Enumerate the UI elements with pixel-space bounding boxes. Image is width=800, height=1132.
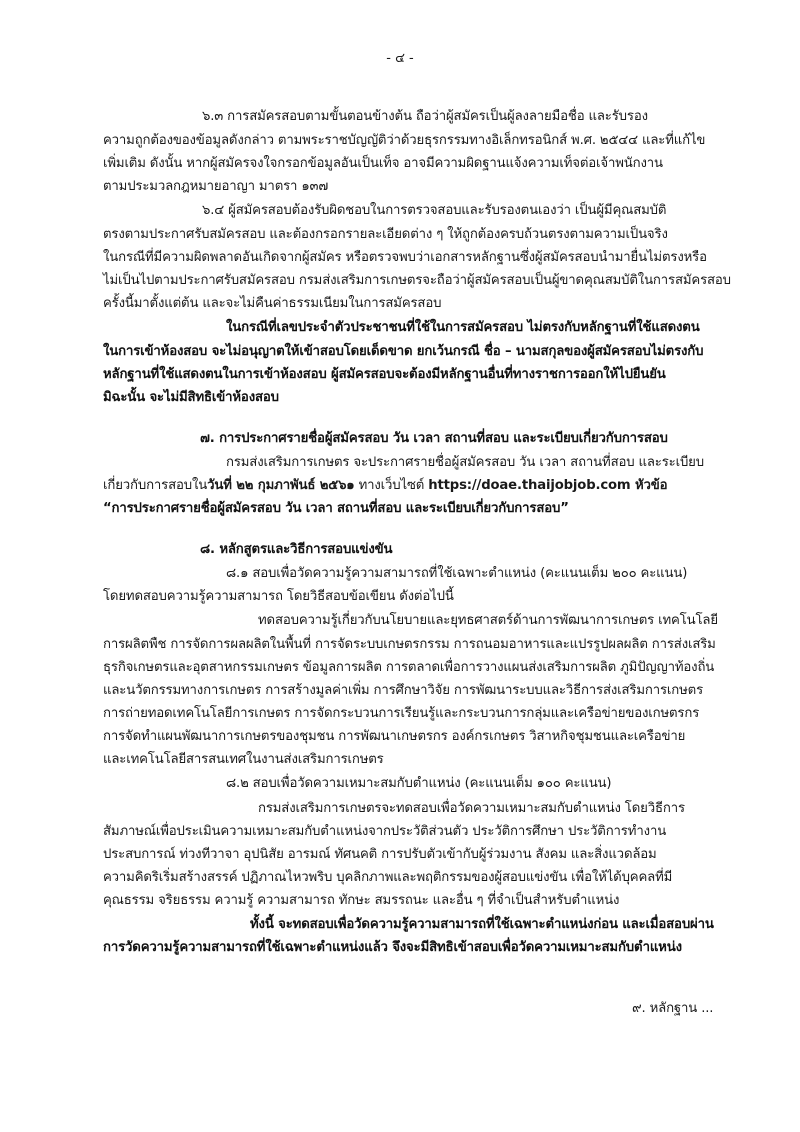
item-8-1-line: ๘.๑ สอบเพื่อวัดความรู้ความสามารถที่ใช้เฉพาะตำแหน่ง (คะแนนเต็ม ๒๐๐ คะแนน) [226, 566, 688, 581]
item-8-2-detail: กรมส่งเสริมการเกษตรจะทดสอบเพื่อวัดความเหมาะสมกับตำแหน่ง โดยวิธีการ [258, 801, 685, 816]
item-8-1-detail: และเทคโนโลยีสารสนเทศในงานส่งเสริมการเกษตร [103, 752, 384, 767]
section-7-line: กรมส่งเสริมการเกษตร จะประกาศรายชื่อผู้สมัครสอบ วัน เวลา สถานที่สอบ และระเบียบ [226, 455, 704, 470]
closing-note-line: การวัดความรู้ความสามารถที่ใช้เฉพาะตำแหน่งแล้ว จึงจะมีสิทธิเข้าสอบเพื่อวัดความเหมาะสมกับตำแหน่ง [103, 940, 682, 955]
item-6-4-line: ตรงตามประกาศรับสมัครสอบ และต้องกรอกรายละเอียดต่าง ๆ ให้ถูกต้องครบถ้วนตรงตามความเป็นจริง [103, 227, 668, 242]
item-6-4-line: ๖.๔ ผู้สมัครสอบต้องรับผิดชอบในการตรวจสอบและรับรองตนเองว่า เป็นผู้มีคุณสมบัติ [202, 203, 667, 218]
item-8-2-detail: คุณธรรม จริยธรรม ความรู้ ความสามารถ ทักษะ สมรรถนะ และอื่น ๆ ที่จำเป็นสำหรับตำแหน่ง [103, 893, 620, 908]
item-8-1-detail: และนวัตกรรมทางการเกษตร การสร้างมูลค่าเพิ่ม การศึกษาวิจัย การพัฒนาระบบและวิธีการส่งเสริมการเกษตร [103, 683, 704, 698]
item-8-1-detail: การถ่ายทอดเทคโนโลยีการเกษตร การจัดกระบวนการเรียนรู้และกระบวนการกลุ่มและเครือข่ายของเกษตรกร [103, 706, 700, 721]
item-6-3-line: ความถูกต้องของข้อมูลดังกล่าว ตามพระราชบัญญัติว่าด้วยธุรกรรมทางอิเล็กทรอนิกส์ พ.ศ. ๒๕๔๔ และที่แก้ไข [103, 133, 706, 148]
item-8-1-detail: การจัดทำแผนพัฒนาการเกษตรของชุมชน การพัฒนาเกษตรกร องค์กรเกษตร วิสาหกิจชุมชนและเครือข่าย [103, 729, 686, 744]
id-notice-line: มิฉะนั้น จะไม่มีสิทธิเข้าห้องสอบ [103, 390, 279, 405]
item-6-4-line: ในกรณีที่มีความผิดพลาดอันเกิดจากผู้สมัคร หรือตรวจพบว่าเอกสารหลักฐานซึ่งผู้สมัครสอบนำมายื่นไม่ตรงหรือ [103, 250, 707, 265]
item-8-2-detail: สัมภาษณ์เพื่อประเมินความเหมาะสมกับตำแหน่งจากประวัติส่วนตัว ประวัติการศึกษา ประวัติการทำงาน [103, 824, 667, 839]
item-8-2-heading: ๘.๒ สอบเพื่อวัดความเหมาะสมกับตำแหน่ง (คะแนนเต็ม ๑๐๐ คะแนน) [226, 776, 612, 791]
section-7-topic: “การประกาศรายชื่อผู้สมัครสอบ วัน เวลา สถานที่สอบ และระเบียบเกี่ยวกับการสอบ” [103, 501, 569, 516]
announcement-url[interactable]: https://doae.thaijobjob.com หัวข้อ [428, 478, 668, 493]
section-7-line [103, 477, 667, 495]
item-6-4-line: ครั้งนี้มาตั้งแต่ต้น และจะไม่คืนค่าธรรมเนียมในการสมัครสอบ [103, 296, 442, 311]
item-6-4-line: ไม่เป็นไปตามประกาศรับสมัครสอบ กรมส่งเสริมการเกษตรจะถือว่าผู้สมัครสอบเป็นผู้ขาดคุณสมบัติในการสมัครสอบ [103, 273, 731, 288]
closing-note-line: ทั้งนี้ จะทดสอบเพื่อวัดความรู้ความสามารถที่ใช้เฉพาะตำแหน่งก่อน และเมื่อสอบผ่าน [250, 917, 714, 932]
item-8-2-detail: ประสบการณ์ ท่วงทีวาจา อุปนิสัย อารมณ์ ทัศนคติ การปรับตัวเข้ากับผู้ร่วมงาน สังคม และสิ่งแวดล้อม [103, 847, 657, 862]
section-7-text: เกี่ยวกับการสอบใน [103, 478, 208, 493]
item-8-1-detail: การผลิตพืช การจัดการผลผลิตในพื้นที่ การจัดระบบเกษตรกรรม การถนอมอาหารและแปรรูปผลผลิต การส่งเสริม [103, 637, 716, 652]
item-8-1-line: โดยทดสอบความรู้ความสามารถ โดยวิธีสอบข้อเขียน ดังต่อไปนี้ [103, 589, 454, 604]
item-6-3-line: เพิ่มเติม ดังนั้น หากผู้สมัครจงใจกรอกข้อมูลอันเป็นเท็จ อาจมีความผิดฐานแจ้งความเท็จต่อเจ้าพนักงาน [103, 156, 663, 171]
item-6-3-line: ตามประมวลกฎหมายอาญา มาตรา ๑๓๗ [103, 179, 329, 194]
announcement-date: วันที่ ๒๒ กุมภาพันธ์ ๒๕๖๑ [207, 478, 355, 493]
id-notice-line: หลักฐานที่ใช้แสดงตนในการเข้าห้องสอบ ผู้สมัครสอบจะต้องมีหลักฐานอื่นที่ทางราชการออกให้ไปยืนยัน [103, 367, 666, 382]
continuation-marker: ๙. หลักฐาน ... [632, 1001, 714, 1016]
id-notice-line: ในกรณีที่เลขประจำตัวประชาชนที่ใช้ในการสมัครสอบ ไม่ตรงกับหลักฐานที่ใช้แสดงตน [226, 320, 700, 335]
item-8-1-detail: ธุรกิจเกษตรและอุตสาหกรรมเกษตร ข้อมูลการผลิต การตลาดเพื่อการวางแผนส่งเสริมการผลิต ภูมิปัญญาท้องถิ่น [103, 660, 715, 675]
item-8-2-detail: ความคิดริเริ่มสร้างสรรค์ ปฏิภาณไหวพริบ บุคลิกภาพและพฤติกรรมของผู้สอบแข่งขัน เพื่อให้ได้บุคคลที่มี [103, 870, 673, 885]
section-7-text: ทางเว็บไซต์ [354, 478, 429, 493]
section-7-heading: ๗. การประกาศรายชื่อผู้สมัครสอบ วัน เวลา สถานที่สอบ และระเบียบเกี่ยวกับการสอบ [200, 431, 668, 446]
id-notice-line: ในการเข้าห้องสอบ จะไม่อนุญาตให้เข้าสอบโดยเด็ดขาด ยกเว้นกรณี ชื่อ – นามสกุลของผู้สมัครสอบไม่ตรงกับ [103, 344, 704, 359]
page-number: - ๔ - [386, 51, 414, 66]
item-6-3-line: ๖.๓ การสมัครสอบตามขั้นตอนข้างต้น ถือว่าผู้สมัครเป็นผู้ลงลายมือชื่อ และรับรอง [202, 109, 648, 124]
item-8-1-detail: ทดสอบความรู้เกี่ยวกับนโยบายและยุทธศาสตร์ด้านการพัฒนาการเกษตร เทคโนโลยี [258, 613, 718, 628]
section-8-heading: ๘. หลักสูตรและวิธีการสอบแข่งขัน [200, 542, 393, 557]
